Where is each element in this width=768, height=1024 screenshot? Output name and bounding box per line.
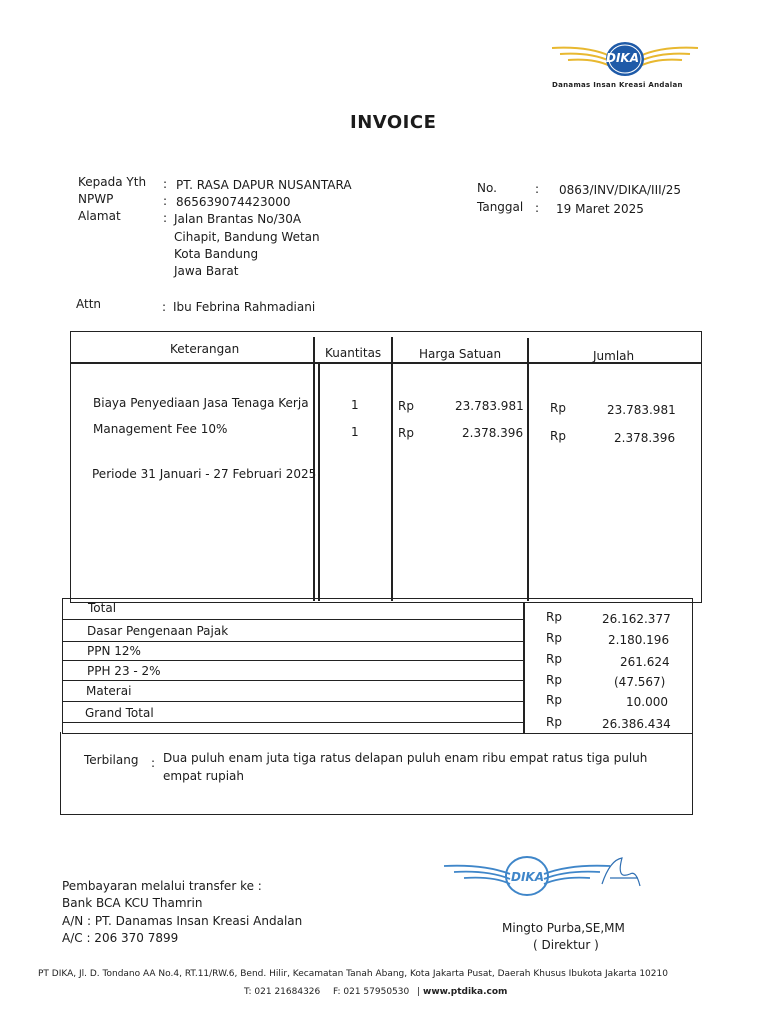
- col-divider: [391, 337, 393, 601]
- row-total: 2.378.396: [614, 431, 676, 445]
- row-currency: Rp: [550, 401, 566, 415]
- col-divider: [527, 338, 529, 601]
- terbilang-label: Terbilang: [84, 753, 139, 767]
- npwp-label: NPWP: [78, 192, 114, 206]
- colon: :: [163, 211, 168, 225]
- row-desc: Biaya Penyediaan Jasa Tenaga Kerja: [93, 396, 309, 410]
- company-tagline: Danamas Insan Kreasi Andalan: [552, 81, 683, 89]
- address-line: Kota Bandung: [174, 247, 259, 261]
- signature-scribble: [602, 858, 640, 886]
- row-currency: Rp: [398, 399, 414, 413]
- colon: :: [163, 177, 168, 191]
- footer-phone: T: 021 21684326: [244, 987, 321, 997]
- invoice-date: 19 Maret 2025: [556, 202, 644, 216]
- summary-label: PPN 12%: [87, 644, 141, 658]
- summary-label: Materai: [86, 684, 132, 698]
- invoice-title: INVOICE: [350, 112, 437, 133]
- row-currency: Rp: [550, 429, 566, 443]
- header-kuantitas: Kuantitas: [325, 346, 382, 360]
- col-divider: [318, 363, 320, 601]
- attn-value: Ibu Febrina Rahmadiani: [173, 300, 316, 314]
- payment-line: A/C : 206 370 7899: [62, 931, 179, 945]
- summary-currency: Rp: [546, 631, 562, 645]
- signatory-name: Mingto Purba,SE,MM: [502, 921, 625, 935]
- address-line: Jalan Brantas No/30A: [174, 212, 302, 226]
- alamat-label: Alamat: [78, 209, 121, 223]
- terbilang-box: [60, 732, 693, 815]
- terbilang-line: empat rupiah: [163, 769, 245, 783]
- no-label: No.: [477, 181, 497, 195]
- address-line: Cihapit, Bandung Wetan: [174, 230, 320, 244]
- colon: :: [162, 300, 167, 314]
- summary-currency: Rp: [546, 610, 562, 624]
- row-price: 2.378.396: [462, 426, 524, 440]
- summary-row-line: [62, 619, 524, 620]
- kepada-value: PT. RASA DAPUR NUSANTARA: [176, 178, 352, 192]
- summary-label: Dasar Pengenaan Pajak: [87, 624, 229, 638]
- summary-value: 261.624: [620, 655, 670, 669]
- row-currency: Rp: [398, 426, 414, 440]
- row-desc: Management Fee 10%: [93, 422, 228, 436]
- summary-value: (47.567): [614, 675, 666, 689]
- kepada-label: Kepada Yth: [78, 175, 147, 189]
- footer-web: www.ptdika.com: [423, 987, 508, 997]
- summary-currency: Rp: [546, 715, 562, 729]
- summary-label: Grand Total: [85, 706, 154, 720]
- header-harga-satuan: Harga Satuan: [419, 347, 502, 361]
- tanggal-label: Tanggal: [477, 200, 524, 214]
- summary-label: Total: [88, 601, 117, 615]
- summary-label: PPH 23 - 2%: [87, 664, 161, 678]
- summary-row-line: [62, 641, 524, 642]
- summary-value: 10.000: [626, 695, 668, 709]
- stamp-logo-text: DIKA: [511, 870, 545, 884]
- invoice-number: 0863/INV/DIKA/III/25: [559, 183, 681, 197]
- address-line: Jawa Barat: [174, 264, 239, 278]
- summary-row-line: [62, 680, 524, 681]
- payment-line: A/N : PT. Danamas Insan Kreasi Andalan: [62, 914, 303, 928]
- signatory-role: ( Direktur ): [533, 938, 599, 952]
- terbilang-line: Dua puluh enam juta tiga ratus delapan puluh enam ribu empat ratus tiga puluh: [163, 751, 648, 765]
- stamp-logo: [440, 850, 650, 910]
- footer-separator: |: [417, 987, 421, 997]
- summary-row-line: [62, 701, 524, 702]
- header-keterangan: Keterangan: [170, 342, 240, 356]
- summary-currency: Rp: [546, 693, 562, 707]
- footer-address: PT DIKA, Jl. D. Tondano AA No.4, RT.11/RW.6, Bend. Hilir, Kecamatan Tanah Abang, Kota Jakarta Pusat, Daerah Khusus Ibukota Jakarta 10210: [38, 969, 668, 979]
- summary-divider: [523, 603, 525, 733]
- summary-value: 26.386.434: [602, 717, 671, 731]
- period-text: Periode 31 Januari - 27 Februari 2025: [92, 467, 317, 481]
- row-price: 23.783.981: [455, 399, 524, 413]
- colon: :: [151, 756, 156, 770]
- payment-line: Pembayaran melalui transfer ke :: [62, 879, 262, 893]
- summary-currency: Rp: [546, 652, 562, 666]
- summary-value: 26.162.377: [602, 612, 671, 626]
- summary-currency: Rp: [546, 673, 562, 687]
- npwp-value: 865639074423000: [176, 195, 291, 209]
- payment-line: Bank BCA KCU Thamrin: [62, 896, 203, 910]
- footer-fax: F: 021 57950530: [333, 987, 410, 997]
- summary-row-line: [62, 660, 524, 661]
- logo-text: DIKA: [606, 51, 640, 65]
- summary-row-line: [62, 722, 524, 723]
- summary-value: 2.180.196: [608, 633, 670, 647]
- colon: :: [535, 201, 540, 215]
- attn-label: Attn: [76, 297, 102, 311]
- header-jumlah: Jumlah: [593, 349, 635, 363]
- row-qty: 1: [351, 398, 359, 412]
- row-total: 23.783.981: [607, 403, 676, 417]
- colon: :: [163, 194, 168, 208]
- colon: :: [535, 182, 540, 196]
- row-qty: 1: [351, 425, 359, 439]
